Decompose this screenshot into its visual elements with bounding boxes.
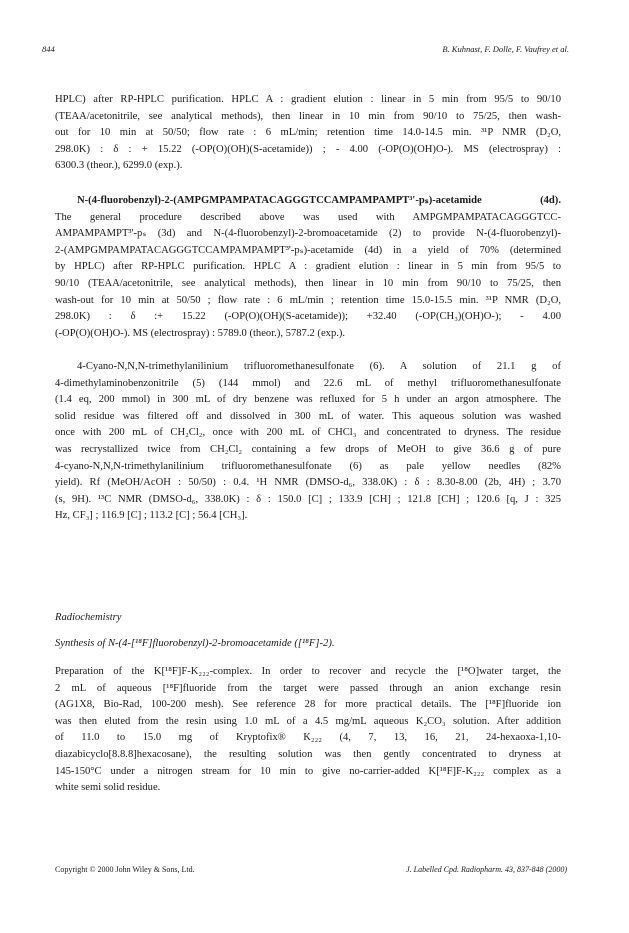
- text-line: 4-cyano-N,N,N-trimethylanilinium trifluoromethanesulfonate (6) as pale yellow needles (82%: [55, 460, 561, 472]
- paragraph-4c-continued: [55, 92, 561, 175]
- footer-citation: J. Labelled Cpd. Radiopharm. 43, 837-848 (2000): [406, 865, 567, 874]
- text-line: (s, 9H). ¹³C NMR (DMSO-d₆, 338.0K) : δ : 150.0 [C] ; 133.9 [CH] ; 121.8 [CH] ; 120.6 [q, J : 325: [55, 493, 561, 505]
- text-line: 6300.3 (theor.), 6299.0 (exp.).: [55, 160, 183, 172]
- text-line: AMPAMPAMPT³'-pₛ (3d) and N-(4-fluorobenzyl)-2-bromoacetamide (2) to provide N-(4-fluorobenzyl)-: [55, 228, 561, 240]
- running-header-authors: B. Kuhnast, F. Dolle, F. Vaufrey et al.: [442, 44, 569, 54]
- text-line: once with 200 mL of CH₂Cl₂, once with 200 mL of CHCl₃ and concentrated to dryness. The residue: [55, 427, 561, 439]
- text-line: (1.4 eq, 200 mmol) in 300 mL of dry benzene was refluxed for 5 h under an argon atmosphere. The: [55, 394, 561, 406]
- subsection-heading: Synthesis of N-(4-[¹⁸F]fluorobenzyl)-2-bromoacetamide ([¹⁸F]-2).: [55, 638, 335, 649]
- text-line: was then eluted from the resin using 1.0 mL of a 4.5 mg/mL aqueous K₂CO₃ solution. After addition: [55, 715, 561, 727]
- page-number: 844: [42, 44, 55, 54]
- text-line: out for 10 min at 50/50; flow rate : 6 mL/min; retention time 14.0-14.5 min. ³¹P NMR (D₂O,: [55, 127, 561, 139]
- text-line: 2 mL of aqueous [¹⁸F]fluoride from the target were passed through an anion exchange resin: [55, 682, 561, 694]
- text-line: solid residue was filtered off and dissolved in 300 mL of water. This aqueous solution was washed: [55, 410, 561, 422]
- text-line: diazabicyclo[8.8.8]hexacosane), the resulting solution was then gently concentrated to dryness at: [55, 748, 561, 760]
- text-line: The general procedure described above was used with AMPGMPAMPATACAGGGTCC-: [55, 211, 561, 223]
- paragraph-compound-6: [55, 359, 561, 525]
- text-line: (AG1X8, Bio-Rad, 100-200 mesh). See reference 28 for more practical details. The [¹⁸F]fluoride ion: [55, 699, 561, 711]
- section-heading-radiochemistry: Radiochemistry: [55, 612, 122, 623]
- text-line: 4-dimethylaminobenzonitrile (5) (144 mmol) and 22.6 mL of methyl trifluoromethanesulfonate: [55, 377, 561, 389]
- text-line: by HPLC) after RP-HPLC purification. HPLC A : gradient elution : linear in 5 min from 95/5 to: [55, 261, 561, 273]
- text-line: (-OP(O)(OH)O-). MS (electrospray) : 5789.0 (theor.), 5787.2 (exp.).: [55, 327, 346, 339]
- text-line: Hz, CF₃] ; 116.9 [C] ; 113.2 [C] ; 56.4 [CH₃].: [55, 510, 248, 522]
- text-line: 4-Cyano-N,N,N-trimethylanilinium trifluoromethanesulfonate (6). A solution of 21.1 g of: [77, 361, 561, 372]
- text-line: HPLC) after RP-HPLC purification. HPLC A : gradient elution : linear in 5 min from 95/5 to 90/10: [55, 94, 561, 105]
- text-line: white semi solid residue.: [55, 782, 161, 794]
- paragraph-kf-complex: [55, 664, 561, 797]
- text-line: wash-out for 10 min at 50/50 ; flow rate : 6 mL/min ; retention time 15.0-15.5 min. ³¹P NMR (D₂O,: [55, 294, 561, 306]
- text-line: 298.0K) : δ : + 15.22 (-OP(O)(OH)(S-acetamide)) ; - 4.00 (-OP(O)(OH)O-). MS (electrospray) :: [55, 143, 561, 155]
- text-line: 2-(AMPGMPAMPATACAGGGTCCAMPAMPAMPT³'-pₛ)-acetamide (4d) in a yield of 70% (determined: [55, 244, 561, 256]
- text-line: 90/10 (TEAA/acetonitrile, see analytical methods), then linear in 10 min from 90/10 to 75/25, then: [55, 277, 561, 289]
- compound-title-4d: N-(4-fluorobenzyl)-2-(AMPGMPAMPATACAGGGTCCAMPAMPAMPT³'-pₛ)-acetamide (4d).: [77, 195, 561, 206]
- text-line: Preparation of the K[¹⁸F]F-K₂₂₂-complex. In order to recover and recycle the [¹⁸O]water target, the: [55, 666, 561, 677]
- paragraph-4d: [55, 193, 561, 342]
- text-line: of 11.0 to 15.0 mg of Kryptofix® K₂₂₂ (4, 7, 13, 16, 21, 24-hexaoxa-1,10-: [55, 732, 561, 744]
- text-line: was recrystallized twice from CH₂Cl₂ containing a few drops of MeOH to give 36.6 g of pure: [55, 443, 561, 455]
- text-line: 145-150°C under a nitrogen stream for 10 min to give no-carrier-added K[¹⁸F]F-K₂₂₂ complex as a: [55, 765, 561, 777]
- text-line: (TEAA/acetonitrile, see analytical methods), then linear in 10 min from 90/10 to 75/25, then wash-: [55, 110, 561, 122]
- footer-copyright: Copyright © 2000 John Wiley & Sons, Ltd.: [55, 865, 195, 874]
- text-line: 298.0K) : δ :+ 15.22 (-OP(O)(OH)(S-acetamide)); +32.40 (-OP(CH₃)(OH)O-); - 4.00: [55, 311, 561, 323]
- text-line: yield). Rf (MeOH/AcOH : 50/50) : 0.4. ¹H NMR (DMSO-d₆, 338.0K) : δ : 8.30-8.00 (2b, 4H) ; 3.70: [55, 477, 561, 489]
